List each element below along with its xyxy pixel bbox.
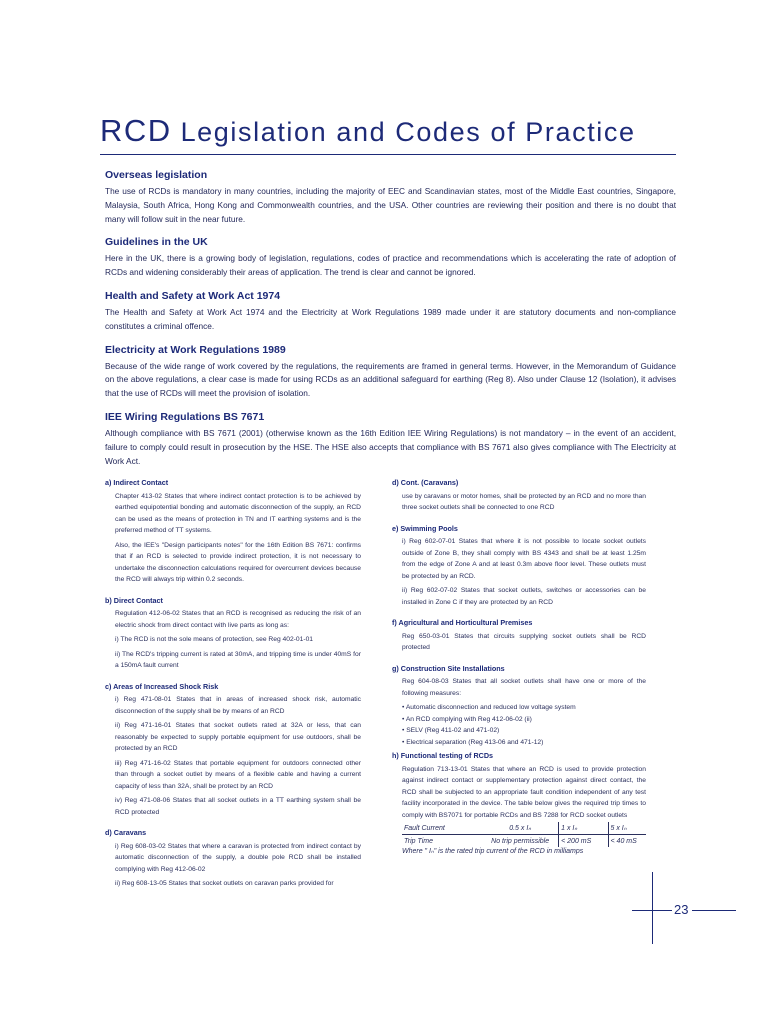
table-cell: No trip permissible <box>491 837 550 845</box>
subheading-shock-risk: c) Areas of Increased Shock Risk <box>105 681 219 691</box>
indirect-contact-text-2: Also, the IEE's "Design participants notes" for the 16th Edition BS 7671: confirms that if an RCD is selected to provide indirect protection, it is not necessary to undertake the disconnection calculations required for overcurrent devices because the RCD will always trip within 0.2 seconds. <box>115 541 361 583</box>
subheading-functional-testing: h) Functional testing of RCDs <box>392 751 494 760</box>
trip-table-wrap <box>392 822 646 855</box>
title-rcd: RCD <box>100 113 172 148</box>
section-heading-iee: IEE Wiring Regulations BS 7671 <box>105 410 265 423</box>
table-row <box>402 822 646 835</box>
page-title <box>100 108 636 154</box>
construction-bullet-2: • An RCD complying with Reg 412-06-02 (ii) <box>402 715 532 723</box>
construction-text: Reg 604-08-03 States that all socket outlets shall have one or more of the following measures: <box>402 678 646 697</box>
subheading-direct-contact: b) Direct Contact <box>105 595 163 605</box>
section-heading-hsw: Health and Safety at Work Act 1974 <box>105 289 281 302</box>
table-cell: Trip Time <box>404 837 433 845</box>
page-mark-horizontal-left <box>632 910 672 911</box>
section-heading-ewr: Electricity at Work Regulations 1989 <box>105 343 286 356</box>
table-cell: < 200 mS <box>559 835 608 848</box>
indirect-contact-text-1: Chapter 413-02 States that where indirect contact protection is to be achieved by earthed equipotential bonding and automatic disconnection of the supply, an RCD can be used as the means of protection in TN and IT earthing systems and is the preferred method of TT systems. <box>115 492 361 534</box>
direct-contact-text-1: Regulation 412-06-02 States that an RCD is recognised as reducing the risk of an electric shock from direct contact with live parts as long as: <box>115 610 361 629</box>
subheading-caravans: d) Caravans <box>105 828 147 837</box>
left-column <box>105 478 361 893</box>
section-body-uk: Here in the UK, there is a growing body of legislation, regulations, codes of practice and recommendations which is accelerating the rate of adoption of RCDs and widening considerably their areas of application. The trend is clear and cannot be ignored. <box>105 253 676 278</box>
caravans-cont-text: use by caravans or motor homes, shall be protected by an RCD and no more than three socket outlets shall be connected to one RCD <box>402 492 646 511</box>
subheading-caravans-cont: d) Cont. (Caravans) <box>392 478 459 487</box>
swimming-pools-text-1: i) Reg 602-07-01 States that where it is not possible to locate socket outlets outside of Zone B, they shall comply with BS 4343 and shall be at least 1.25m from the edge of Zone A and at least 0.3m above floor level. These outlets must be protected by an RCD. <box>402 538 646 580</box>
caravans-text-2: ii) Reg 608-13-05 States that socket outlets on caravan parks provided for <box>115 880 334 887</box>
trip-time-table <box>402 822 646 847</box>
section-body-hsw: The Health and Safety at Work Act 1974 and the Electricity at Work Regulations 1989 made under it are statutory documents and non-compliance constitutes a criminal offence. <box>105 306 676 331</box>
table-cell: < 40 mS <box>608 835 646 848</box>
table-cell: 5 x Iₙ <box>608 822 646 835</box>
section-body-ewr: Because of the wide range of work covered by the regulations, the requirements are framed in general terms. However, in the Memorandum of Guidance on the above regulations, a clear case is made for using RCDs as an additional safeguard for earthing (Reg 8). Also under Clause 12 (Isolation), it advises that the use of RCDs will meet the provision of isolation. <box>105 360 676 399</box>
page-number: 23 <box>674 902 689 917</box>
section-body-iee: Although compliance with BS 7671 (2001) (otherwise known as the 16th Edition IEE Wiring Regulations) is not mandatory – in the event of an accident, failure to comply could result in prosecution by the HSE. The HSE also accepts that compliance with BS 7671 also gives compliance with The Electricity at Work Act. <box>105 427 676 466</box>
construction-bullet-4: • Electrical separation (Reg 413-06 and 471-12) <box>402 738 544 746</box>
page-mark-horizontal-right <box>692 910 736 911</box>
subheading-agricultural: f) Agricultural and Horticultural Premises <box>392 618 533 627</box>
direct-contact-text-3: ii) The RCD's tripping current is rated at 30mA, and tripping time is under 40mS for a 150mA fault current <box>115 650 361 669</box>
agricultural-text: Reg 650-03-01 States that circuits supplying socket outlets shall be RCD protected <box>402 632 646 651</box>
section-heading-uk: Guidelines in the UK <box>105 236 208 249</box>
shock-risk-text-3: iii) Reg 471-16-02 States that portable equipment for outdoors connected other than through a socket outlet by means of a flexible cable and having a current capacity of less than 32A, shall be protect by an RCD <box>115 759 361 790</box>
title-text: Legislation and Codes of Practice <box>180 117 636 147</box>
table-note: Where " Iₙ" is the rated trip current of the RCD in milliamps <box>402 848 584 855</box>
functional-testing-text: Regulation 713-13-01 States that where an RCD is used to provide protection against indirect contact or supplementary protection against direct contact, the RCD shall be subjected to an appropriate fault condition independent of any test facility incorporated in the device. The table below gives the required trip times to comply with BS7071 for portable RCDs and BS 7288 for RCD socket outlets <box>402 765 646 819</box>
title-rule <box>100 154 676 155</box>
shock-risk-text-2: ii) Reg 471-16-01 States that socket outlets rated at 32A or less, that can reasonably be expected to supply portable equipment for use outdoors, shall be protected by an RCD <box>115 722 361 752</box>
section-heading-overseas: Overseas legislation <box>105 169 208 181</box>
subheading-indirect-contact: a) Indirect Contact <box>105 478 169 487</box>
construction-bullet-3: • SELV (Reg 411-02 and 471-02) <box>402 727 500 734</box>
direct-contact-text-2: i) The RCD is not the sole means of protection, see Reg 402-01-01 <box>115 636 314 643</box>
caravans-text-1: i) Reg 608-03-02 States that where a caravan is protected from indirect contact by automatic disconnection of the supply, a double pole RCD shall be installed complying with Reg 412-06-02 <box>115 842 361 873</box>
section-body-overseas: The use of RCDs is mandatory in many countries, including the majority of EEC and Scandinavian states, most of the Middle East countries, Singapore, Malaysia, South Africa, Hong Kong and Commonwealth countries, and the USA. Other countries are reviewing their position and there is no doubt that many will follow suit in the near future. <box>105 186 676 224</box>
table-cell: 1 x Iₙ <box>559 822 608 835</box>
table-cell: 0.5 x Iₙ <box>482 822 558 835</box>
subheading-construction: g) Construction Site Installations <box>392 663 505 673</box>
page-mark-vertical <box>652 872 653 944</box>
right-column <box>392 478 646 855</box>
shock-risk-text-1: i) Reg 471-08-01 States that in areas of increased shock risk, automatic disconnection of the supply shall be by means of an RCD <box>115 696 361 715</box>
subheading-swimming-pools: e) Swimming Pools <box>392 523 458 533</box>
table-row <box>402 835 646 848</box>
table-cell: Fault Current <box>402 822 482 835</box>
intro-sections <box>105 169 676 478</box>
shock-risk-text-4: iv) Reg 471-08-06 States that all socket outlets in a TT earthing system shall be RCD protected <box>115 797 361 816</box>
swimming-pools-text-2: ii) Reg 602-07-02 States that socket outlets, switches or accessories can be installed in Zone C if they are protected by an RCD <box>402 587 646 606</box>
construction-bullet-1: • Automatic disconnection and reduced low voltage system <box>402 704 576 711</box>
